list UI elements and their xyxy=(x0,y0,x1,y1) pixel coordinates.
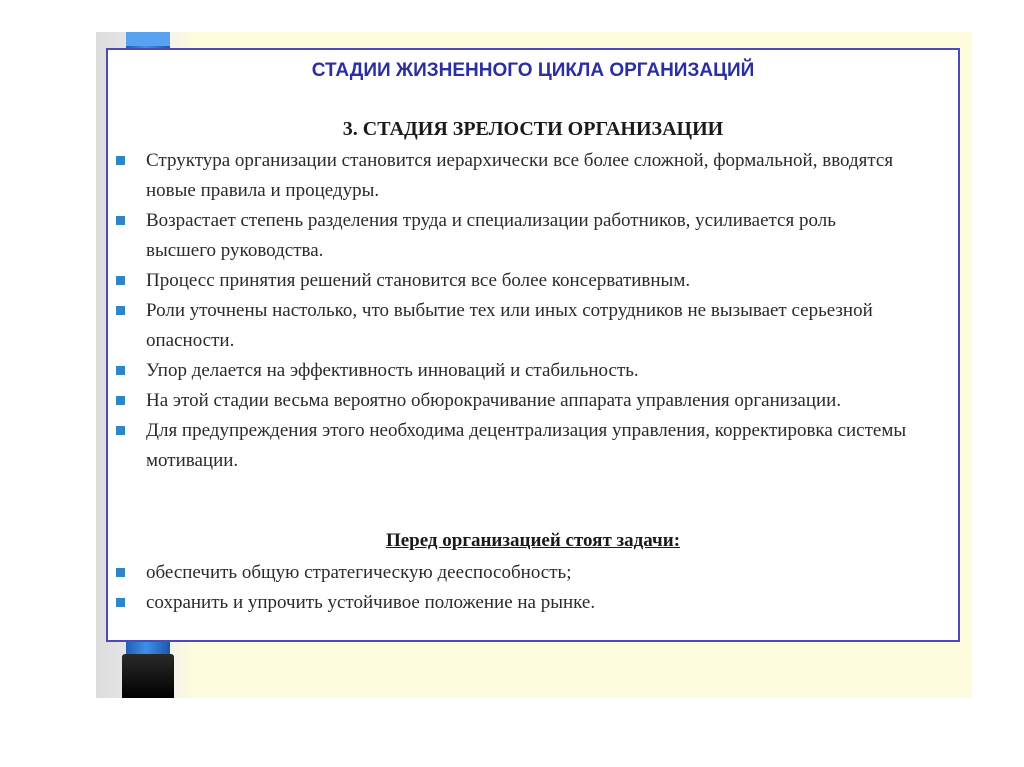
bullet-square-icon xyxy=(116,216,125,225)
accent-bar-tip xyxy=(122,654,174,698)
slide-title: СТАДИИ ЖИЗНЕННОГО ЦИКЛА ОРГАНИЗАЦИЙ xyxy=(311,60,755,81)
list-item-text: Структура организации становится иерархически все более сложной, формальной, вводятся новые правила и процедуры. xyxy=(146,150,894,201)
list-item xyxy=(108,588,908,618)
list-item-text: обеспечить общую стратегическую дееспособность; xyxy=(146,562,572,583)
tasks-list xyxy=(108,558,908,618)
tasks-heading: Перед организацией стоят задачи: xyxy=(385,530,681,551)
bullet-square-icon xyxy=(116,568,125,577)
list-item xyxy=(108,386,908,416)
list-item-text: Возрастает степень разделения труда и специализации работников, усиливается роль высшего руководства. xyxy=(146,210,836,261)
list-item xyxy=(108,296,908,356)
bullet-square-icon xyxy=(116,276,125,285)
list-item xyxy=(108,146,908,206)
list-item-text: Роли уточнены настолько, что выбытие тех или иных сотрудников не вызывает серьезной опасности. xyxy=(146,300,873,351)
list-item-text: Для предупреждения этого необходима децентрализация управления, корректировка системы мотивации. xyxy=(146,420,907,471)
list-item-text: Процесс принятия решений становится все более консервативным. xyxy=(146,270,691,291)
list-item xyxy=(108,416,908,476)
list-item-text: Упор делается на эффективность инноваций и стабильность. xyxy=(146,360,639,381)
bullet-list xyxy=(108,146,908,476)
list-item xyxy=(108,266,908,296)
list-item-text: На этой стадии весьма вероятно обюрокрачивание аппарата управления организации. xyxy=(146,390,842,411)
bullet-square-icon xyxy=(116,306,125,315)
bullet-square-icon xyxy=(116,598,125,607)
bullet-square-icon xyxy=(116,156,125,165)
content-box xyxy=(106,48,960,642)
section-title: 3. СТАДИЯ ЗРЕЛОСТИ ОРГАНИЗАЦИИ xyxy=(342,118,724,140)
bullet-square-icon xyxy=(116,396,125,405)
blue-accent-bar-cap xyxy=(126,32,170,46)
list-item xyxy=(108,558,908,588)
list-item xyxy=(108,356,908,386)
list-item xyxy=(108,206,908,266)
list-item-text: сохранить и упрочить устойчивое положение на рынке. xyxy=(146,592,596,613)
bullet-square-icon xyxy=(116,366,125,375)
bullet-square-icon xyxy=(116,426,125,435)
